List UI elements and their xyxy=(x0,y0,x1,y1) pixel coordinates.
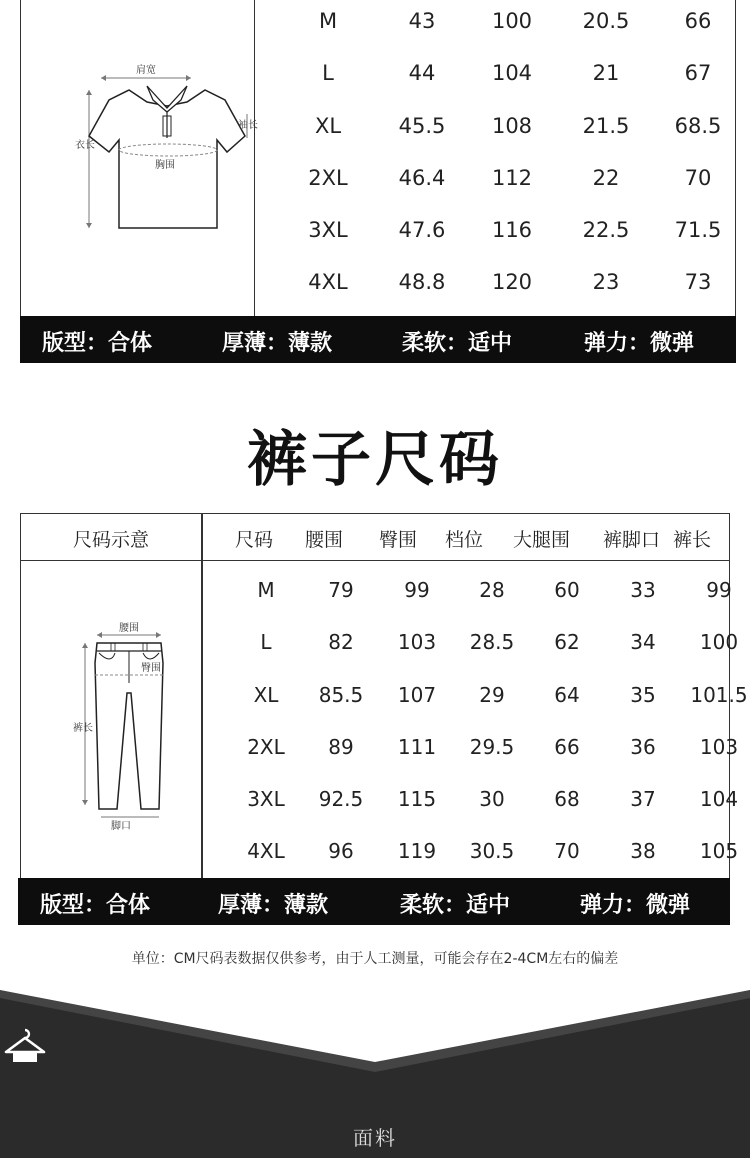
softness-spec: 柔软：适中 xyxy=(402,331,513,356)
table-cell: 100 xyxy=(491,9,533,33)
table-cell: 36 xyxy=(630,734,656,759)
table-cell: 29 xyxy=(479,682,505,707)
table-row xyxy=(201,671,748,723)
table-row xyxy=(201,723,739,775)
table-cell: 30 xyxy=(479,787,505,812)
length-label: 裤长 xyxy=(73,723,93,734)
table-cell: 21.5 xyxy=(582,113,630,138)
table-cell: 43 xyxy=(408,9,436,33)
table-cell: 66 xyxy=(554,734,580,759)
table-cell: 2XL xyxy=(247,734,285,759)
table-row xyxy=(201,566,731,618)
table-row xyxy=(261,105,737,157)
table-cell: 68.5 xyxy=(674,113,722,138)
table-cell: 89 xyxy=(328,734,354,759)
table-cell: 44 xyxy=(408,61,436,86)
table-cell: 29.5 xyxy=(469,734,515,759)
table-cell: L xyxy=(260,630,272,655)
fit-spec: 版型：合体 xyxy=(42,331,153,356)
column-header: 尺码 xyxy=(235,529,274,551)
table-cell: 47.6 xyxy=(398,218,446,243)
table-cell: 62 xyxy=(554,630,580,655)
table-cell: 108 xyxy=(491,113,533,138)
table-cell: 22.5 xyxy=(582,218,630,243)
hanger-icon xyxy=(4,1026,46,1066)
pants-diagram xyxy=(21,561,201,880)
table-cell: 33 xyxy=(630,578,656,602)
table-cell: 46.4 xyxy=(398,165,446,190)
fit-spec: 版型：合体 xyxy=(40,893,151,918)
table-cell: 66 xyxy=(684,9,712,33)
table-cell: 37 xyxy=(630,787,656,812)
table-cell: 96 xyxy=(328,839,354,864)
shirt-size-table xyxy=(20,0,736,318)
length-label: 衣长 xyxy=(75,140,95,151)
table-cell: 64 xyxy=(554,682,580,707)
hip-label: 臀围 xyxy=(141,663,161,674)
sleeve-label: 袖长 xyxy=(238,120,258,131)
table-cell: 60 xyxy=(554,578,580,602)
table-row xyxy=(201,618,739,670)
table-cell: 99 xyxy=(404,578,430,602)
table-cell: 79 xyxy=(328,578,354,602)
pants-table-header xyxy=(21,514,729,561)
pants-outline-icon xyxy=(71,623,181,833)
table-cell: XL xyxy=(253,682,279,707)
pants-rows xyxy=(201,566,748,880)
table-cell: 3XL xyxy=(308,218,348,243)
table-cell: 48.8 xyxy=(398,270,446,295)
table-cell: 30.5 xyxy=(469,839,515,864)
fabric-label: 面料 xyxy=(353,1126,397,1150)
table-cell: 23 xyxy=(592,270,620,295)
table-cell: 34 xyxy=(630,630,656,655)
shirt-rows xyxy=(261,0,737,314)
table-cell: 99 xyxy=(706,578,732,602)
shirt-spec-bar xyxy=(20,316,736,363)
measurement-note: 单位：CM尺码表数据仅供参考，由于人工测量，可能会存在2-4CM左右的偏差 xyxy=(131,951,619,967)
table-row xyxy=(261,157,737,209)
table-cell: 70 xyxy=(554,839,580,864)
elasticity-spec: 弹力：微弹 xyxy=(584,331,695,356)
table-cell: 100 xyxy=(699,630,739,655)
table-row xyxy=(201,775,739,827)
table-row xyxy=(261,261,737,313)
table-cell: 28 xyxy=(479,578,505,602)
table-cell: 3XL xyxy=(247,787,285,812)
shoulder-label: 肩宽 xyxy=(136,65,156,76)
table-row xyxy=(261,209,737,261)
table-cell: L xyxy=(322,61,334,86)
table-cell: 111 xyxy=(397,734,437,759)
table-cell: 105 xyxy=(699,839,739,864)
table-row xyxy=(261,0,737,52)
table-cell: 112 xyxy=(491,165,533,190)
table-cell: 103 xyxy=(699,734,739,759)
table-cell: 119 xyxy=(397,839,437,864)
table-cell: 4XL xyxy=(308,270,348,295)
table-cell: 101.5 xyxy=(690,682,748,707)
table-cell: 35 xyxy=(630,682,656,707)
table-cell: 22 xyxy=(592,165,620,190)
table-cell: M xyxy=(257,578,275,602)
hem-label: 脚口 xyxy=(111,821,131,832)
table-row xyxy=(261,52,737,104)
thickness-spec: 厚薄：薄款 xyxy=(218,893,329,918)
table-cell: 2XL xyxy=(308,165,348,190)
column-header: 裤长 xyxy=(673,529,712,551)
table-cell: 70 xyxy=(684,165,712,190)
table-cell: 104 xyxy=(491,61,533,86)
table-cell: 71.5 xyxy=(674,218,722,243)
column-header: 档位 xyxy=(445,529,484,551)
table-cell: 21 xyxy=(592,61,620,86)
table-cell: 67 xyxy=(684,61,712,86)
softness-spec: 柔软：适中 xyxy=(400,893,511,918)
table-cell: 38 xyxy=(630,839,656,864)
shirt-outline-icon xyxy=(49,56,258,246)
column-header: 腰围 xyxy=(305,529,344,551)
pants-size-table xyxy=(20,513,748,879)
column-header: 尺码示意 xyxy=(73,529,150,551)
table-cell: 103 xyxy=(397,630,437,655)
table-cell: 20.5 xyxy=(582,9,630,33)
thickness-spec: 厚薄：薄款 xyxy=(222,331,333,356)
table-row xyxy=(201,827,739,879)
elasticity-spec: 弹力：微弹 xyxy=(580,893,691,918)
table-cell: M xyxy=(318,9,338,33)
pants-size-title: 裤子尺码 xyxy=(247,425,503,495)
table-cell: 92.5 xyxy=(318,787,364,812)
waist-label: 腰围 xyxy=(119,623,139,634)
table-cell: XL xyxy=(314,113,342,138)
column-header: 大腿围 xyxy=(513,529,571,551)
table-cell: 82 xyxy=(328,630,354,655)
shirt-diagram xyxy=(21,0,258,318)
table-cell: 104 xyxy=(699,787,739,812)
column-header: 臀围 xyxy=(379,529,418,551)
table-cell: 45.5 xyxy=(398,113,446,138)
column-header: 裤脚口 xyxy=(603,529,661,551)
table-cell: 85.5 xyxy=(318,682,364,707)
table-cell: 68 xyxy=(554,787,580,812)
pants-spec-bar xyxy=(18,878,730,925)
table-cell: 4XL xyxy=(247,839,285,864)
chest-label: 胸围 xyxy=(155,160,175,171)
table-cell: 115 xyxy=(397,787,437,812)
table-cell: 116 xyxy=(491,218,533,243)
table-cell: 28.5 xyxy=(469,630,515,655)
table-cell: 107 xyxy=(397,682,437,707)
table-cell: 73 xyxy=(684,270,712,295)
table-cell: 120 xyxy=(491,270,533,295)
